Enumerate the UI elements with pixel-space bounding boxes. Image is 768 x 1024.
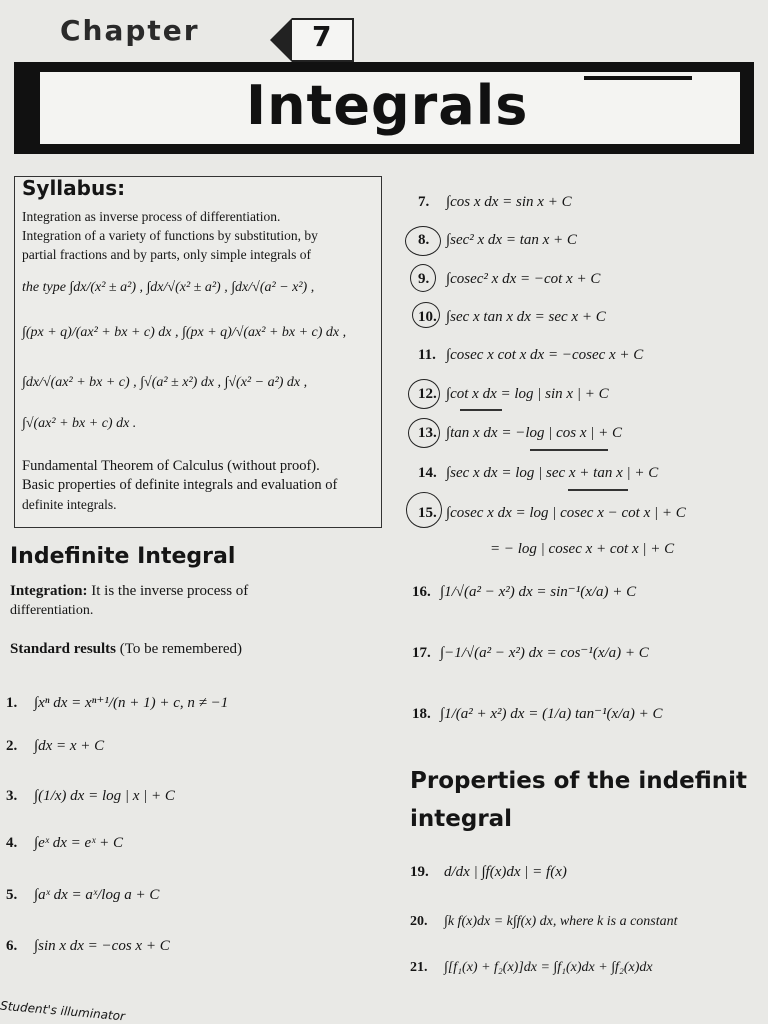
formula-row: 2. ∫dx = x + C [6,738,105,754]
formula-row: 3. ∫(1/x) dx = log | x | + C [6,788,175,804]
syllabus-line: partial fractions and by parts, only simple integrals of [22,247,312,262]
handwritten-circle [408,418,440,448]
formula-row: 15. ∫cosec x dx = log | cosec x − cot x | + C [418,505,686,521]
page-title: Integrals [246,74,529,137]
standard-results-label [10,638,242,660]
section-heading-properties: Properties of the indefinit [410,768,747,794]
syllabus-heading: Syllabus: [22,176,126,200]
chapter-number: 7 [312,20,332,53]
formula-row: 21. ∫[f₁(x) + f₂(x)]dx = ∫f₁(x)dx + ∫f₂(x)dx [410,960,653,975]
formula-row: 13. ∫tan x dx = −log | cos x | + C [418,425,623,441]
formula-row: 7. ∫cos x dx = sin x + C [418,194,572,210]
std-text: (To be remembered) [119,641,242,657]
handwritten-circle [410,264,436,292]
formula-row: 5. ∫aˣ dx = aˣ/log a + C [6,887,160,903]
formula-row: 8. ∫sec² x dx = tan x + C [418,232,577,248]
formula-row: 10. ∫sec x tan x dx = sec x + C [418,309,606,325]
definition-text: It is the inverse process of [91,583,249,599]
formula-row: 17. ∫−1/√(a² − x²) dx = cos⁻¹(x/a) + C [412,645,649,661]
handwritten-circle [406,492,442,528]
section-heading-indefinite: Indefinite Integral [10,544,236,569]
formula-row: 18. ∫1/(a² + x²) dx = (1/a) tan⁻¹(x/a) + C [412,706,663,722]
header-rule [584,76,692,80]
definition-label: Integration: [10,583,88,599]
handwritten-circle [408,379,440,409]
footer-text: Student's illuminator [0,998,126,1024]
formula-row: 16. ∫1/√(a² − x²) dx = sin⁻¹(x/a) + C [412,584,637,600]
formula-row: 12. ∫cot x dx = log | sin x | + C [418,386,609,402]
formula-row: 11. ∫cosec x cot x dx = −cosec x + C [418,347,644,363]
formula-row: 6. ∫sin x dx = −cos x + C [6,938,170,954]
definition-text-cont: differentiation. [10,603,94,618]
handwritten-underline [530,449,608,451]
formula-row: 14. ∫sec x dx = log | sec x + tan x | + C [418,465,659,481]
section-heading-properties-cont: integral [410,806,513,832]
syllabus-line: Fundamental Theorem of Calculus (without proof). [22,458,320,474]
syllabus-line: Basic properties of definite integrals and evaluation of [22,477,338,493]
formula-row: 20. ∫k f(x)dx = k∫f(x) dx, where k is a constant [410,914,678,929]
syllabus-math: ∫(px + q)/(ax² + bx + c) dx , ∫(px + q)/√(ax² + bx + c) dx , [22,325,347,340]
handwritten-circle [412,302,440,328]
syllabus-line: Integration as inverse process of differentiation. [22,209,281,224]
handwritten-underline [568,489,628,491]
syllabus-math: ∫dx/√(ax² + bx + c) , ∫√(a² ± x²) dx , ∫√(x² − a²) dx , [22,375,308,390]
chapter-label: Chapter [60,14,200,47]
handwritten-underline [460,409,502,411]
formula-row: 4. ∫eˣ dx = eˣ + C [6,835,124,851]
handwritten-circle [405,226,441,256]
syllabus-line: Integration of a variety of functions by substitution, by [22,228,318,243]
syllabus-math: the type ∫dx/(x² ± a²) , ∫dx/√(x² ± a²) , ∫dx/√(a² − x²) , [22,280,315,295]
formula-row: 9. ∫cosec² x dx = −cot x + C [418,271,601,287]
formula-row: = − log | cosec x + cot x | + C [490,541,675,557]
formula-row: 1. ∫xⁿ dx = xⁿ⁺¹/(n + 1) + c, n ≠ −1 [6,695,229,711]
formula-row: 19. d/dx | ∫f(x)dx | = f(x) [410,864,567,880]
syllabus-math: ∫√(ax² + bx + c) dx . [22,416,137,431]
syllabus-line: definite integrals. [22,497,117,512]
std-label: Standard results [10,641,116,657]
integration-definition [10,580,248,602]
